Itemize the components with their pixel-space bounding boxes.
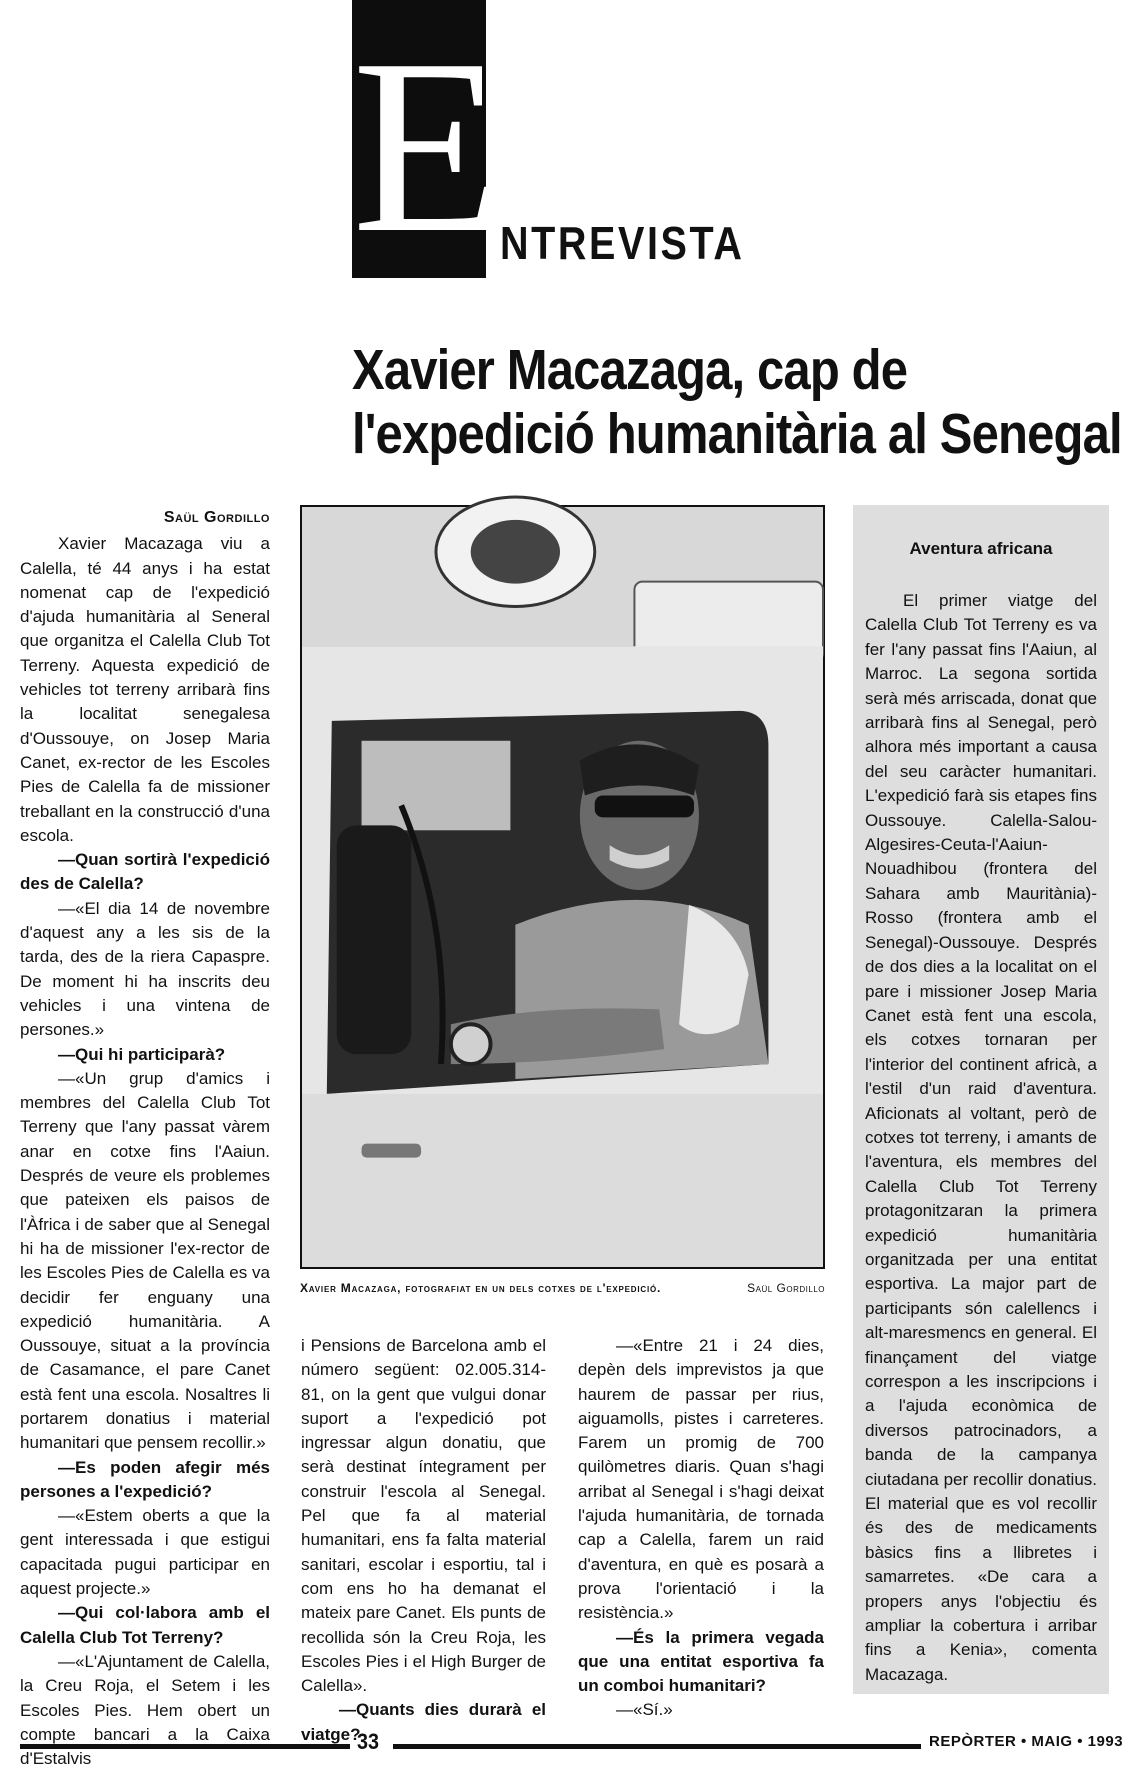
publication-footer: REPÒRTER • MAIG • 1993 bbox=[929, 1733, 1124, 1750]
question: —Qui col·labora amb el Calella Club Tot Terreny? bbox=[20, 1603, 270, 1647]
article-column-1 bbox=[20, 506, 270, 1771]
paragraph: Xavier Macazaga viu a Calella, té 44 anys i ha estat nomenat cap de l'expedició d'ajuda humanitària al Seneral que organitza el Calella Club Tot Terreny. Aquesta expedició de vehicles tot terreny arribarà fins la localitat senegalesa d'Oussouye, on Josep Maria Canet, ex-rector de les Escoles Pies de Calella fa de missioner treballant en la construcció d'una escola. bbox=[20, 534, 270, 845]
sidebar-paragraph: El primer viatge del Calella Club Tot Terreny es va fer l'any passat fins l'Aaiun, al Marroc. La segona sortida serà més arriscada, donat que arribarà fins al Senegal, però alhora més important a causa del seu caràcter humanitari. L'expedició farà sis etapes fins Oussouye. Calella-Salou-Algesires-Ceuta-l'Aaiun-Nouadhibou (frontera del Sahara amb Mauritània)-Rosso (frontera amb el Senegal)-Oussouye. Després de dos dies a la localitat on el pare i missioner Josep Maria Canet està fent una escola, els cotxes tornaran per l'interior del continent africà, a l'estil d'un raid d'aventura. Aficionats al voltant, però de cotxes tot terreny, i amants de l'aventura, els membres del Calella Club Tot Terreny protagonitzaran la primera expedició humanitària organitzada per una entitat esportiva. La major part de participants són calellencs i alt-maresmencs en general. El finançament del viatge correspon a les inscripcions i a l'ajuda econòmica de diversos patrocinadors, a banda de la campanya ciutadana per recollir donatius. El material que es vol recollir és des de medicaments bàsics fins a llibretes i samarretes. «De cara a propers anys l'objectiu és ampliar la cobertura i arribar fins a Kenia», comenta Macazaga. bbox=[865, 591, 1097, 1684]
paragraph: i Pensions de Barcelona amb el número següent: 02.005.314-81, on la gent que vulgui donar suport a l'expedició pot ingressar algun donatiu, que serà destinat íntegrament per construir l'escola al Senegal. Pel que fa al material humanitari, ens fa falta material sanitari, escolar i esportiu, tal i com ens ho ha demanat el mateix pare Canet. Els punts de recollida són la Creu Roja, les Escoles Pies i el High Burger de Calella». bbox=[301, 1336, 546, 1696]
article-column-3 bbox=[578, 1334, 824, 1723]
sidebar-title: Aventura africana bbox=[909, 539, 1053, 558]
section-title: NTREVISTA bbox=[500, 217, 745, 269]
question: —Qui hi participarà? bbox=[58, 1044, 226, 1064]
sidebar-body bbox=[865, 589, 1097, 1687]
page-number: 33 bbox=[357, 1729, 380, 1754]
photo-man-in-vehicle bbox=[300, 505, 825, 1269]
paragraph: —«Entre 21 i 24 dies, depèn dels imprevistos ja que haurem de passar per rius, aiguamolls, pistes i carreteres. Farem un promig de 700 quilòmetres diaris. Quan s'hagi arribat al Senegal i s'hagi deixat l'ajuda humanitària, de tornada cap a Calella, farem un raid d'aventura, en què es posarà a prova l'orientació i la resistència.» bbox=[578, 1336, 824, 1623]
footer-rule-right bbox=[393, 1744, 921, 1749]
question: —Quan sortirà l'expedició des de Calella? bbox=[20, 850, 270, 894]
question: —Es poden afegir més persones a l'expedició? bbox=[20, 1457, 270, 1501]
paragraph: —«El dia 14 de novembre d'aquest any a les sis de la tarda, des de la riera Capaspre. De moment hi ha inscrits deu vehicles i una vintena de persones.» bbox=[20, 898, 270, 1040]
footer-rule-left bbox=[20, 1744, 350, 1749]
paragraph: —«L'Ajuntament de Calella, la Creu Roja, el Setem i les Escoles Pies. Hem obert un compte bancari a la Caixa d'Estalvis bbox=[20, 1651, 270, 1769]
headline-line-2: l'expedició humanitària al Senegal bbox=[352, 402, 1122, 466]
question: —És la primera vegada que una entitat esportiva fa un comboi humanitari? bbox=[578, 1627, 824, 1696]
photo-caption: Xavier Macazaga, fotografiat en un dels cotxes de l'expedició. bbox=[300, 1281, 662, 1295]
paragraph: —«Un grup d'amics i membres del Calella Club Tot Terreny que l'any passat vàrem anar en cotxe fins l'Aaiun. Després de veure els problemes que pateixen els paisos de l'Àfrica i de saber que al Senegal hi ha de missioner l'ex-rector de les Escoles Pies de Calella es va decidir fer enguany una expedició humanitària. A Oussouye, situat a la província de Casamance, el pare Canet està fent una escola. Nosaltres li portarem donatius i material humanitari que pensem recollir.» bbox=[20, 1068, 270, 1453]
photo-illustration bbox=[302, 507, 823, 1267]
section-initial: E bbox=[352, 0, 486, 278]
headline-line-1: Xavier Macazaga, cap de bbox=[352, 338, 908, 402]
article-column-2 bbox=[301, 1334, 546, 1747]
photo-credit: Saül Gordillo bbox=[747, 1281, 825, 1295]
paragraph: —«Estem oberts a que la gent interessada i que estigui capacitada pugui participar en aquest projecte.» bbox=[20, 1506, 270, 1599]
question: —Quants dies durarà el viatge? bbox=[301, 1700, 546, 1744]
headline bbox=[352, 338, 1122, 466]
byline: Saül Gordillo bbox=[163, 509, 270, 526]
paragraph: —«Sí.» bbox=[616, 1700, 673, 1720]
sidebar-box bbox=[853, 505, 1109, 1694]
